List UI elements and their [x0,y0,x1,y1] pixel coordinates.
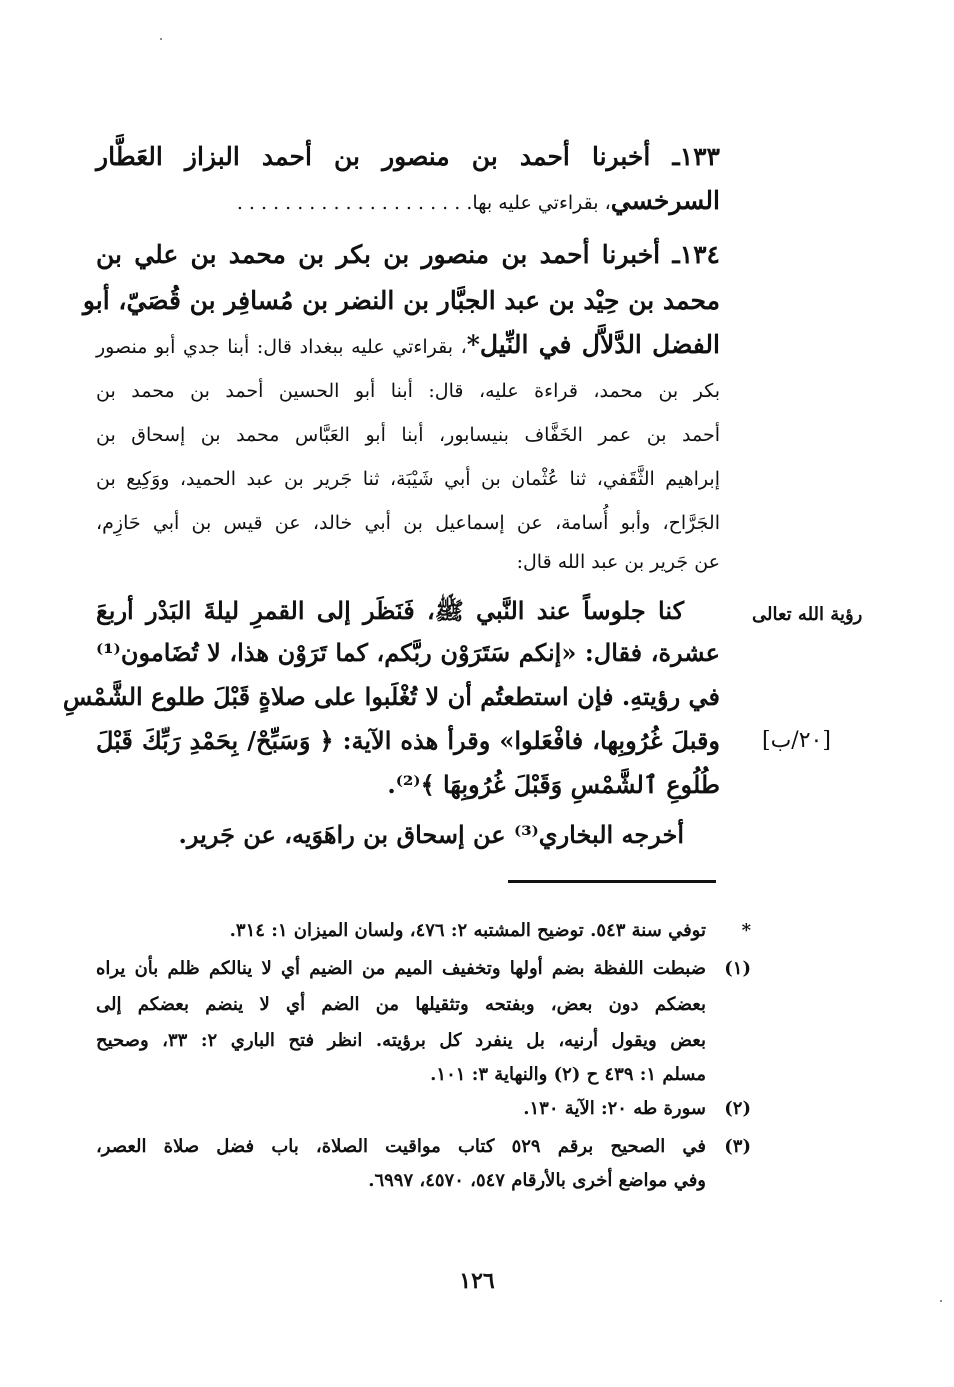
isnad-line-3-rest: ، بقراءتي عليه ببغداد قال: أبنا جدي أبو منصور [96,336,467,358]
footnote-marker: * [741,920,751,941]
footnote-line: في الصحيح برقم ٥٢٩ كتاب مواقيت الصلاة، باب فضل صلاة العصر، [96,1136,706,1157]
footnote-marker: (١) [724,958,751,979]
isnad-line: بكر بن محمد، قراءة عليه، قال: أبنا أبو الحسين أحمد بن محمد بن [96,380,720,402]
footnote-line: بعض ويقول أرنيه، بل ينفرد كل برؤيته. انظر فتح الباري ٢: ٣٣، وصحيح [96,1030,706,1051]
footnote-line: سورة طه ٢٠: الآية ١٣٠. [523,1098,706,1119]
hadith-133-line-1: ١٣٣ـ أخبرنا أحمد بن منصور بن أحمد البزاز العَطَّار [96,142,720,171]
matn-line: كنا جلوساً عند النَّبي ﷺ، فَنَظَر إلى القمرِ ليلةَ البَدْر أربعَ [96,596,684,625]
margin-folio-ref: [٢٠/ب] [762,728,831,753]
footnote-line: بعضكم دون بعض، وبفتحه وتثقيلها من الضم أي لا ينضم بعضكم إلى [96,994,706,1015]
isnad-line-3 [96,330,720,359]
hadith-133-narrator-tail: السرخسي [610,186,720,215]
matn-line: طُلُوعِ ٱلشَّمْسِ وَقَبْلَ غُرُوبِهَا ﴾⁽²⁾. [387,770,720,799]
footnote-marker: (٣) [724,1136,751,1157]
footnote-line: مسلم ١: ٤٣٩ ح (٢) والنهاية ٣: ١٠١. [430,1064,706,1085]
matn-line: وقبلَ غُرُوبِها، فافْعَلوا» وقرأ هذه الآية: ﴿ وَسَبِّحْ/ بِحَمْدِ رَبِّكَ قَبْلَ [96,726,721,755]
footnote-line: وفي مواضع أخرى بالأرقام ٥٤٧، ٤٥٧٠، ٦٩٩٧. [368,1170,706,1191]
footnote-separator [508,880,716,883]
footnote-marker: (٢) [724,1098,751,1119]
takhrij-line: أخرجه البخاري⁽³⁾ عن إسحاق بن راهَوَيه، عن جَرير. [178,820,684,849]
footnote-line: ضبطت اللفظة بضم أولها وتخفيف الميم من الضيم أي لا ينالكم ظلم بأن يراه [96,958,706,979]
isnad-line: الجَرَّاح، وأبو أُسامة، عن إسماعيل بن أبي خالد، عن قيس بن أبي حَازِم، [96,512,720,534]
isnad-narrator-name: الفضل الدَّلاَّل في النِّيل* [466,330,720,359]
matn-line: في رؤيتهِ. فإن استطعتُم أن لا تُغْلَبوا على صلاةٍ قَبْلَ طلوع الشَّمْسِ [62,682,720,711]
matn-line: عشرة، فقال: «إنكم سَتَرَوْن ربَّكم، كما تَرَوْن هذا، لا تُضَامون⁽¹⁾ [96,638,720,667]
isnad-line: ١٣٤ـ أخبرنا أحمد بن منصور بن بكر بن محمد بن علي بن [96,240,720,269]
isnad-line: إبراهيم الثَّقَفي، ثنا عُثْمان بن أبي شَيْبَة، ثنا جَرير بن عبد الحميد، ووَكِيع بن [96,468,720,490]
footnote-line: توفي سنة ٥٤٣. توضيح المشتبه ٢: ٤٧٦، ولسان الميزان ١: ٣١٤. [229,920,706,941]
hadith-133-line-2 [96,186,720,215]
page-number: ١٢٦ [459,1268,495,1294]
hadith-133-remainder: ، بقراءتي عليه بها. . . . . . . . . . . . . . . . . . . . [236,192,611,214]
isnad-line: أحمد بن عمر الخَفَّاف بنيسابور، أبنا أبو العَبَّاس محمد بن إسحاق بن [96,424,720,446]
margin-topic-note: رؤية الله تعالى [752,604,863,625]
scan-speck [940,1300,942,1302]
isnad-line: محمد بن حِيْد بن عبد الجبَّار بن النضر بن مُسافِر بن قُصَيّ، أبو [82,286,720,315]
scan-speck [160,38,162,40]
isnad-line: عن جَرير بن عبد الله قال: [516,551,720,573]
